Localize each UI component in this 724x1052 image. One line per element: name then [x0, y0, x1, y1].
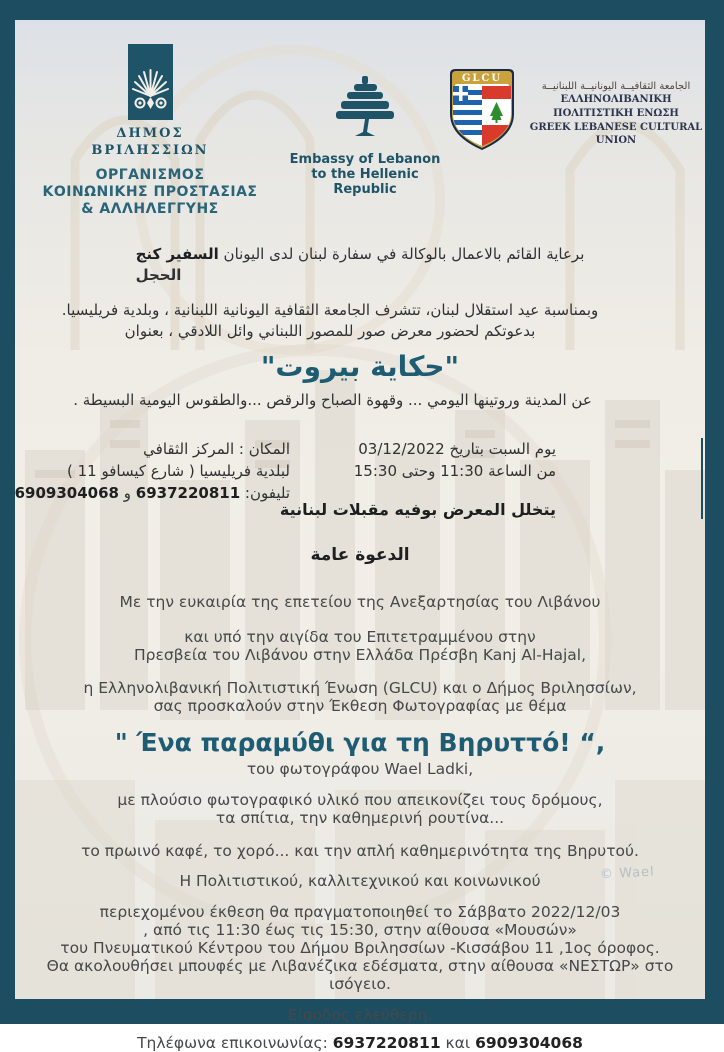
org-line2: ΚΟΙΝΩΝΙΚΗΣ ΠΡΟΣΤΑΣΙΑΣ	[42, 184, 258, 200]
greek-description2: το πρωινό καφέ, το χορό... και την απλή καθημερινότητα της Βηρυτού.	[81, 842, 639, 860]
greek-details-line2: , από τις 11:30 έως τις 15:30, στην αίθουσα «Μουσών»	[143, 921, 577, 939]
date-line2: من الساعة 11:30 وحتى 15:30	[353, 462, 556, 480]
greek-details-line4: Θα ακολουθήσει μπουφές με Λιβανέζικα εδέσματα, στην αίθουσα «ΝΕΣΤΩΡ» στο ισόγειο.	[46, 957, 674, 993]
greek-details-line3: του Πνευματικού Κέντρου του Δήμου Βριλησσίων -Κισσάβου 11 ,1ος όροφος.	[60, 939, 660, 957]
phone-number-2: 6909304068	[14, 484, 119, 502]
venue-line1: المكان : المركز الثقافي	[143, 440, 290, 458]
svg-text:GLCU: GLCU	[461, 73, 503, 84]
greek-intro3-line2: σας προσκαλούν στην Έκθεση Φωτογραφίας με θέμα	[153, 697, 567, 715]
buffet-note: يتخلل المعرض بوفيه مقبلات لبنانية	[279, 500, 556, 519]
venue-phone-line	[15, 482, 290, 504]
glcu-block	[445, 44, 705, 218]
arabic-patronage-paragraph	[15, 244, 705, 286]
date-column	[279, 438, 703, 519]
contact-and: και	[440, 1034, 476, 1052]
event-info-columns	[15, 438, 705, 519]
glcu-shield-icon	[445, 66, 519, 152]
patronage-text: برعاية القائم بالاعمال بالوكالة في سفارة لبنان لدى اليونان	[218, 245, 585, 263]
greek-intro3-line1: η Ελληνολιβανική Πολιτιστική Ένωση (GLCU) και ο Δήμος Βριλησσίων,	[83, 679, 637, 697]
greek-details-line1: περιεχομένου έκθεση θα πραγματοποιηθεί το Σάββατο 2022/12/03	[99, 903, 621, 921]
greek-exhibition-title: " Ένα παραμύθι για τη Βηρυττό! “,	[114, 728, 606, 757]
municipality-name-line2: ΒΡΙΛΗΣΣΙΩΝ	[91, 143, 209, 158]
phone-label: تليفون:	[240, 484, 290, 502]
phone-and: و	[119, 484, 136, 502]
venue-line2: لبلدية فريليسيا ( شارع كيسافو 11 )	[66, 462, 290, 480]
glcu-greek-name: ΕΛΛΗΝΟΛΙΒΑΝΙΚΗ ΠΟΛΙΤΙΣΤΙΚΗ ΕΝΩΣΗ	[553, 94, 679, 119]
open-invitation: الدعوة عامة	[310, 545, 410, 565]
greek-intro2-line2: Πρεσβεία του Λιβάνου στην Ελλάδα Πρέσβη Kanj Al-Hajal,	[133, 646, 587, 664]
contact-label: Τηλέφωνα επικοινωνίας:	[137, 1034, 333, 1052]
vrilissia-block	[15, 44, 285, 218]
embassy-line2: to the Hellenic Republic	[311, 167, 419, 197]
cedar-tree-icon	[329, 74, 401, 138]
greek-intro1: Με την ευκαιρία της επετείου της Ανεξαρτησίας του Λιβάνου	[119, 593, 601, 611]
greek-description1-line2: τα σπίτια, την καθημερινή ρουτίνα...	[215, 809, 505, 827]
greek-description3: Η Πολιτιστικού, καλλιτεχνικού και κοινωνικού	[179, 872, 541, 890]
glcu-english-name: GREEK LEBANESE CULTURAL UNION	[529, 122, 703, 146]
ambassador-name-part2: الحجل	[135, 266, 182, 284]
ambassador-name-part1: السفير كنج	[135, 245, 219, 263]
date-line1: يوم السبت بتاريخ 03/12/2022	[358, 440, 556, 458]
embassy-line1: Embassy of Lebanon	[289, 152, 441, 167]
org-line3: & ΑΛΛΗΛΕΓΓΥΗΣ	[81, 201, 219, 217]
contact-phone-1: 6937220811	[332, 1034, 441, 1052]
photographer-line: του φωτογράφου Wael Ladki,	[246, 760, 474, 778]
arabic-subtitle: عن المدينة وروتينها اليومي ... وقهوة الصباح والرقص ...والطقوس اليومية البسيطة .	[73, 391, 592, 409]
greek-intro2-line1: και υπό την αιγίδα του Επιτετραμμένου στην	[184, 628, 536, 646]
occasion-line2: بدعوتكم لحضور معرض صور للمصور اللبناني وائل اللادقي ، بعنوان	[124, 322, 536, 340]
embassy-block	[285, 44, 445, 218]
arabic-exhibition-title: "حكاية بيروت"	[260, 350, 460, 383]
contact-phone-2: 6909304068	[475, 1034, 583, 1052]
greek-event-details	[15, 903, 705, 993]
poster	[14, 20, 705, 1052]
greek-intro2	[15, 628, 705, 664]
greek-intro3	[15, 679, 705, 715]
greek-contact-line	[15, 1034, 705, 1052]
free-entrance-line: Είσοδος ελεύθερη.	[287, 1006, 433, 1024]
vrilissia-anthemion-icon	[128, 44, 173, 120]
org-line1: ΟΡΓΑΝΙΣΜΟΣ	[95, 167, 205, 183]
phone-number-1: 6937220811	[135, 484, 241, 502]
greek-description1-line1: με πλούσιο φωτογραφικό υλικό που απεικονίζει τους δρόμους,	[117, 791, 603, 809]
photo-credit-watermark: © Wael	[599, 864, 656, 883]
occasion-line1: وبمناسبة عيد استقلال لبنان، تتشرف الجامعة الثقافية اليونانية اللبنانية ، وبلدية فريليسيا.	[61, 301, 599, 319]
glcu-arabic-name: الجامعة الثقافيــة اليونانيــة اللبنانيــة	[541, 81, 691, 92]
greek-description1	[15, 791, 705, 827]
arabic-occasion-paragraph	[15, 300, 705, 342]
header	[15, 20, 705, 218]
municipality-name-line1: ΔΗΜΟΣ	[116, 126, 184, 141]
